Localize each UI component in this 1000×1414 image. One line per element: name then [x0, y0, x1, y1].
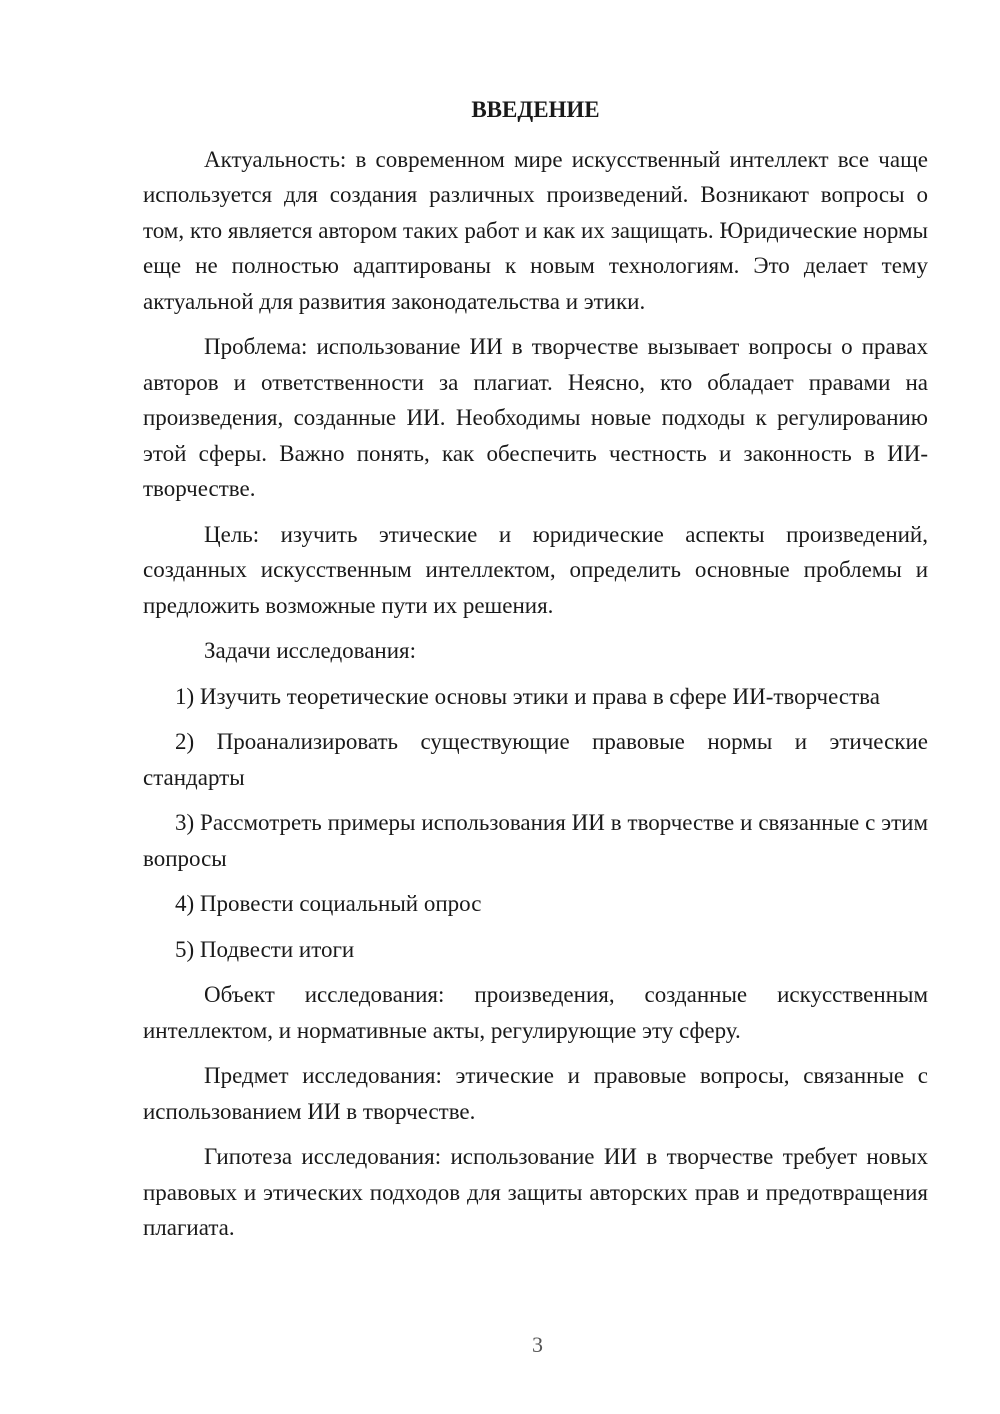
paragraph-object: Объект исследования: произведения, созданные искусственным интеллектом, и нормативные акты, регулирующие эту сферу. [143, 982, 928, 1043]
list-item: 4) Провести социальный опрос [175, 891, 482, 916]
tasks-heading: Задачи исследования: [204, 638, 417, 663]
paragraph-goal: Цель: изучить этические и юридические аспекты произведений, созданных искусственным интеллектом, определить основные проблемы и предложить возможные пути их решения. [143, 521, 928, 618]
list-item: 1) Изучить теоретические основы этики и права в сфере ИИ-творчества [175, 683, 880, 709]
list-item: 5) Подвести итоги [175, 936, 355, 962]
tasks-list [143, 679, 928, 968]
document-page [143, 92, 928, 1256]
list-item: 3) Рассмотреть примеры использования ИИ в творчестве и связанные с этим вопросы [143, 810, 928, 871]
paragraph-relevance: Актуальность: в современном мире искусственный интеллект все чаще используется для создания различных произведений. Возникают вопросы о том, кто является автором таких работ и как их защищать. Юридические нормы еще не полностью адаптированы к новым технологиям. Это делает тему актуальной для развития законодательства и этики. [143, 146, 928, 314]
list-item: 2) Проанализировать существующие правовые нормы и этические стандарты [143, 729, 928, 790]
paragraph-subject: Предмет исследования: этические и правовые вопросы, связанные с использованием ИИ в творчестве. [143, 1063, 928, 1124]
page-number: 3 [532, 1332, 543, 1357]
page-title: ВВЕДЕНИЕ [471, 97, 600, 122]
paragraph-hypothesis: Гипотеза исследования: использование ИИ в творчестве требует новых правовых и этических подходов для защиты авторских прав и предотвращения плагиата. [143, 1144, 928, 1240]
paragraph-problem: Проблема: использование ИИ в творчестве вызывает вопросы о правах авторов и ответственности за плагиат. Неясно, кто обладает правами на произведения, созданные ИИ. Необходимы новые подходы к регулированию этой сферы. Важно понять, как обеспечить честность и законность в ИИ-творчестве. [143, 334, 928, 501]
